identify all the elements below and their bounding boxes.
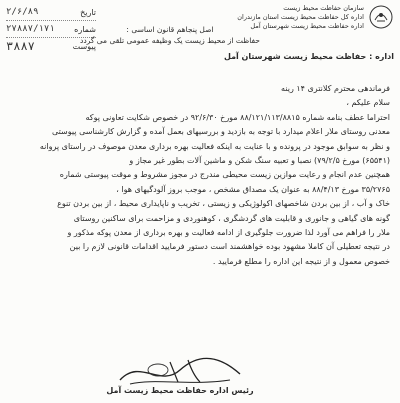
date-value: ۲/۶/۸۹ — [6, 6, 39, 17]
date-row — [6, 4, 96, 21]
body-line: خصوص معمول و از نتیجه این اداره را مطلع فرمایید . — [212, 256, 390, 266]
law-reference — [60, 24, 280, 46]
number-label: شماره — [74, 24, 96, 34]
signer-title: رئیس اداره حفاظت محیط زیست آمل — [106, 386, 254, 395]
attachment-label: پیوست — [72, 41, 96, 51]
addressee: فرماندهی محترم کلانتری ۱۴ رینه — [281, 84, 390, 93]
body-line: احتراما عطف بنامه شماره ۸۸/۱۲۱/۱۱۳/۸۸۱۵ مورخ ۹۲/۶/۳۰ در خصوص شکایت تعاونی پوکه — [85, 112, 390, 122]
body-line: در نتیجه تعطیلی آن کاملا مشهود بوده خواهشمند است دستور فرمایید اقدامات قانونی لازم را بین — [69, 242, 390, 252]
body-line: (۶۵۵۴۱) مورخ ۷۹/۲/۵) نصبا و تعبیه سنگ شکن و ماشین آلات بطور غیر مجاز و — [129, 156, 390, 166]
body-line: ملار را فراهم می آورد لذا ضرورت جلوگیری از ادامه فعالیت و بهره برداری از معدن پوکه مذکور و — [67, 228, 390, 238]
org-line-2: اداره کل حفاظت محیط زیست استان مازندران — [237, 13, 364, 21]
salutation: سلام علیکم ، — [346, 98, 390, 108]
org-line-1: سازمان حفاظت محیط زیست — [283, 4, 364, 12]
doe-emblem-icon — [368, 4, 394, 30]
org-line-3: اداره حفاظت محیط زیست شهرستان آمل — [250, 22, 364, 30]
department-title: اداره : حفاظت محیط زیست شهرستان آمل — [223, 52, 394, 61]
law-line-2: حفاظت از محیط زیست یک وظیفه عمومی تلقی می گردد — [80, 36, 260, 45]
attachment-value: ۳۸۸۷ — [6, 38, 35, 53]
body-line: معدنی روستای ملار اعلام میدارد با توجه به بازدید و بررسیهای بعمل آمده و گزارش کارشناسی پیوستی — [51, 127, 390, 137]
law-line-1: اصل پنجاهم قانون اساسی : — [126, 25, 214, 34]
body-line: همچنین عدم انجام و رعایت موازین زیست محیطی مندرج در مجوز مشروط و موقت پیوستی شماره — [59, 170, 390, 180]
organization-header — [237, 4, 394, 31]
letter-body — [10, 82, 390, 269]
date-label: تاریخ — [80, 7, 96, 17]
number-value: ۲۷۸۸۷/۱۷۱ — [6, 23, 55, 34]
body-line: و نظر به سوابق موجود در پرونده و با عنایت به اینکه فعالیت بهره برداری معدن موصوف در راستای پروانه — [39, 141, 390, 151]
body-line: ۳۵/۲۷۶۵ مورخ ۸۸/۴/۱۳ به عنوان یک مصداق مشخص ، موجب بروز آلودگیهای هوا ، — [116, 184, 390, 194]
body-line: خاک و آب ، از بین بردن شاخصهای اکولوژیکی و زیستی ، تخریب و ناپایداری محیط ، از بین بردن تنوع — [57, 199, 390, 209]
body-line: گونه های گیاهی و جانوری و قابلیت های گردشگری ، کوهنوردی و مزاحمت برای ساکنین روستای — [73, 213, 390, 223]
